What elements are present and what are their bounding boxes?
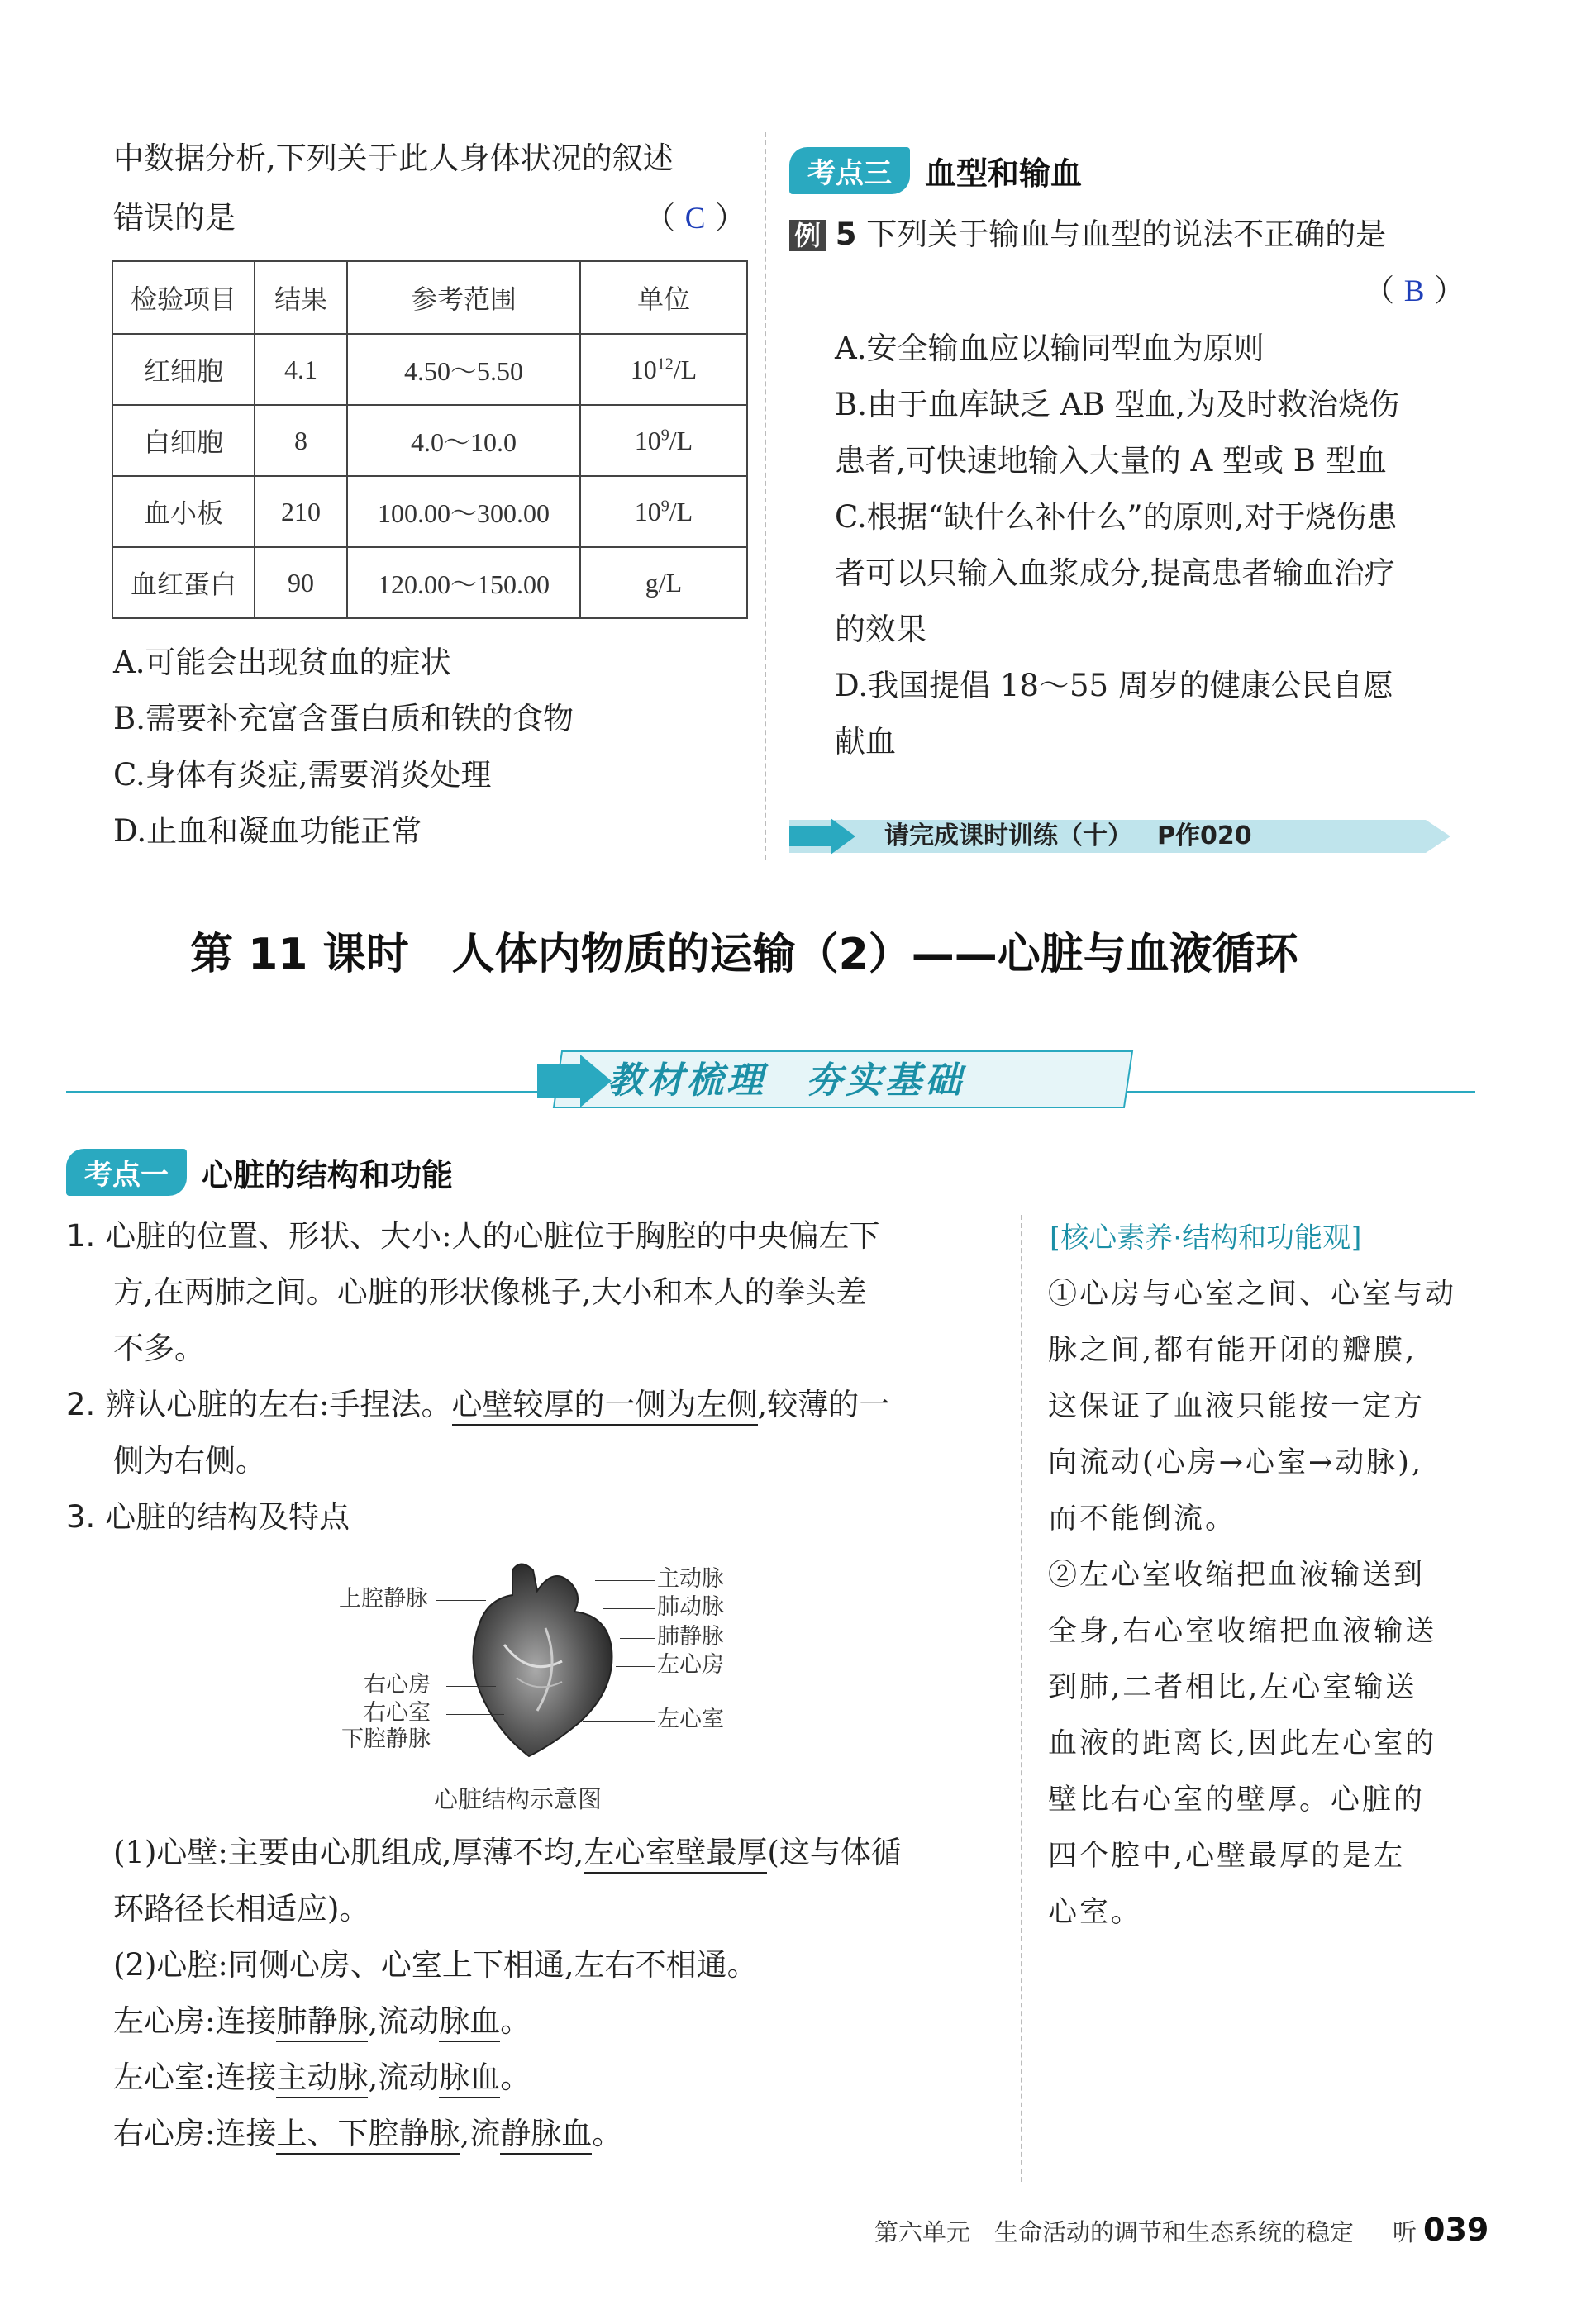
table-cell: g/L <box>580 547 747 618</box>
table-header-cell: 检验项目 <box>112 261 255 334</box>
kp1-heading <box>66 1149 453 1196</box>
example-label: 例 <box>789 220 826 251</box>
footer-unit: 第六单元 生命活动的调节和生态系统的稳定 <box>874 2218 1355 2246</box>
leader-line <box>583 1721 655 1722</box>
point-1-line2: 方,在两肺之间。心脏的形状像桃子,大小和本人的拳头差 <box>113 1274 867 1310</box>
sidebar-line: 全身,右心室收缩把血液输送 <box>1048 1615 1437 1648</box>
banner-text: 请完成课时训练（十） <box>884 821 1132 850</box>
right-atrium-line: 右心房:连接上、下腔静脉,流静脉血。 <box>113 2106 622 2162</box>
section-banner-text: 教材梳理 夯实基础 <box>607 1060 965 1102</box>
table-cell: 100.00～300.00 <box>347 476 580 547</box>
table-cell: $10^9/L$ <box>580 476 747 547</box>
table-cell: $10^9/L$ <box>580 405 747 476</box>
label-right-atrium: 右心房 <box>364 1672 431 1698</box>
kp3-tag: 考点三 <box>789 147 910 194</box>
point-2-line2: 侧为右侧。 <box>113 1443 266 1479</box>
sidebar-line: 到肺,二者相比,左心室输送 <box>1048 1671 1417 1704</box>
sidebar-line: 而不能倒流。 <box>1048 1503 1237 1536</box>
leader-line <box>446 1686 496 1687</box>
leader-line <box>620 1638 655 1639</box>
option-line: 者可以只输入血浆成分,提高患者输血治疗 <box>835 555 1395 591</box>
table-header-row <box>112 261 747 334</box>
blood-test-table <box>112 260 748 619</box>
sidebar-line: 这保证了血液只能按一定方 <box>1048 1390 1426 1423</box>
table-row <box>112 547 747 618</box>
option-line: 患者,可快速地输入大量的 A 型或 B 型血 <box>835 443 1387 479</box>
underlined-answer: 心壁较厚的一侧为左侧 <box>452 1387 758 1426</box>
table-cell: 血红蛋白 <box>112 547 255 618</box>
leader-line <box>616 1666 655 1667</box>
leader-line <box>595 1580 655 1581</box>
table-cell: 4.0～10.0 <box>347 405 580 476</box>
label-pulmonary-artery: 肺动脉 <box>657 1594 724 1620</box>
table-row <box>112 334 747 405</box>
sidebar-line: 血液的距离长,因此左心室的 <box>1048 1727 1437 1760</box>
sidebar-line: 脉之间,都有能开闭的瓣膜, <box>1048 1334 1417 1367</box>
question-stem-line2: 错误的是 <box>113 200 236 236</box>
page-number: 039 <box>1423 2212 1489 2248</box>
left-ventricle-line: 左心室:连接主动脉,流动脉血。 <box>113 2050 531 2106</box>
sidebar-line: ②左心室收缩把血液输送到 <box>1048 1559 1426 1592</box>
kp1-tag: 考点一 <box>66 1149 187 1196</box>
sidebar-title: [核心素养·结构和功能观] <box>1050 1222 1362 1255</box>
table-cell: 90 <box>255 547 347 618</box>
table-cell: 4.1 <box>255 334 347 405</box>
answer-bracket-right: （ B ） <box>1364 273 1465 308</box>
subpoint-1-line1: (1)心壁:主要由心肌组成,厚薄不均,左心室壁最厚(这与体循 <box>113 1825 902 1881</box>
kp1-title: 心脏的结构和功能 <box>202 1157 454 1193</box>
subpoint-1-line2: 环路径长相适应)。 <box>113 1891 370 1926</box>
option-line: D.我国提倡 18～55 周岁的健康公民自愿 <box>835 668 1393 703</box>
label-right-ventricle: 右心室 <box>364 1700 431 1726</box>
table-header-cell: 参考范围 <box>347 261 580 334</box>
kp3-heading <box>789 147 1082 194</box>
table-header-cell: 单位 <box>580 261 747 334</box>
option-line: B.由于血库缺乏 AB 型血,为及时救治烧伤 <box>835 387 1400 422</box>
table-cell: $10^{12}/L$ <box>580 334 747 405</box>
option-line: 的效果 <box>835 612 926 647</box>
table-cell: 8 <box>255 405 347 476</box>
label-inferior-vena-cava: 下腔静脉 <box>341 1726 431 1752</box>
answer-letter: C <box>684 202 706 236</box>
label-left-atrium: 左心房 <box>657 1652 724 1678</box>
sidebar-line: 心室。 <box>1048 1896 1143 1929</box>
underlined-answer: 左心室壁最厚 <box>584 1835 767 1874</box>
answer-bracket: （ C ） <box>645 200 746 236</box>
option-line: C.根据“缺什么补什么”的原则,对于烧伤患 <box>835 499 1398 535</box>
question-stem-line1: 中数据分析,下列关于此人身体状况的叙述 <box>113 140 674 176</box>
table-cell: 210 <box>255 476 347 547</box>
leader-line <box>446 1714 504 1715</box>
footer-listen: 听 <box>1393 2218 1417 2246</box>
point-1-line1: 1. 心脏的位置、形状、大小:人的心脏位于胸腔的中央偏左下 <box>66 1218 880 1254</box>
option-c: C.身体有炎症,需要消炎处理 <box>113 757 492 793</box>
kp3-title: 血型和输血 <box>925 155 1083 192</box>
label-aorta: 主动脉 <box>657 1566 724 1592</box>
point-2-line1: 2. 辨认心脏的左右:手捏法。心壁较厚的一侧为左侧,较薄的一 <box>66 1377 889 1433</box>
heart-icon <box>455 1554 636 1760</box>
subpoint-2: (2)心腔:同侧心房、心室上下相通,左右不相通。 <box>113 1947 758 1983</box>
table-row <box>112 476 747 547</box>
diagram-caption: 心脏结构示意图 <box>434 1785 603 1813</box>
heart-diagram <box>331 1554 760 1802</box>
example-stem-text: 下列关于输血与血型的说法不正确的是 <box>866 217 1387 252</box>
option-line: 献血 <box>835 724 896 760</box>
option-a: A.可能会出现贫血的症状 <box>113 645 451 680</box>
left-atrium-line: 左心房:连接肺静脉,流动脉血。 <box>113 1993 531 2050</box>
example-number: 5 <box>835 217 857 252</box>
sidebar-line: 四个腔中,心壁最厚的是左 <box>1048 1840 1406 1873</box>
table-cell: 4.50～5.50 <box>347 334 580 405</box>
label-superior-vena-cava: 上腔静脉 <box>339 1586 428 1612</box>
table-row <box>112 405 747 476</box>
lesson-title: 第 11 课时 人体内物质的运输（2）——心脏与血液循环 <box>190 930 1298 979</box>
option-d: D.止血和凝血功能正常 <box>113 813 422 849</box>
sidebar-line: 壁比右心室的壁厚。心脏的 <box>1048 1783 1426 1817</box>
label-pulmonary-vein: 肺静脉 <box>657 1624 724 1650</box>
example-5-stem <box>789 207 1386 264</box>
sidebar-line: 向流动(心房→心室→动脉), <box>1048 1446 1424 1479</box>
table-cell: 120.00～150.00 <box>347 547 580 618</box>
option-b: B.需要补充富含蛋白质和铁的食物 <box>113 701 574 736</box>
table-header-cell: 结果 <box>255 261 347 334</box>
column-divider <box>1021 1215 1022 2182</box>
point-3-heading: 3. 心脏的结构及特点 <box>66 1499 350 1535</box>
practice-banner[interactable] <box>789 812 1467 861</box>
sidebar-line: ①心房与心室之间、心室与动 <box>1048 1278 1457 1311</box>
leader-line <box>603 1608 655 1609</box>
point-1-line3: 不多。 <box>113 1331 205 1366</box>
option-line: A.安全输血应以输同型血为原则 <box>835 331 1265 366</box>
section-banner <box>66 1048 1475 1114</box>
banner-page: P作020 <box>1157 821 1252 850</box>
column-divider <box>765 132 766 860</box>
table-cell: 血小板 <box>112 476 255 547</box>
table-cell: 白细胞 <box>112 405 255 476</box>
table-cell: 红细胞 <box>112 334 255 405</box>
label-left-ventricle: 左心室 <box>657 1707 724 1732</box>
answer-letter-right: B <box>1403 274 1425 308</box>
leader-line <box>436 1600 486 1601</box>
